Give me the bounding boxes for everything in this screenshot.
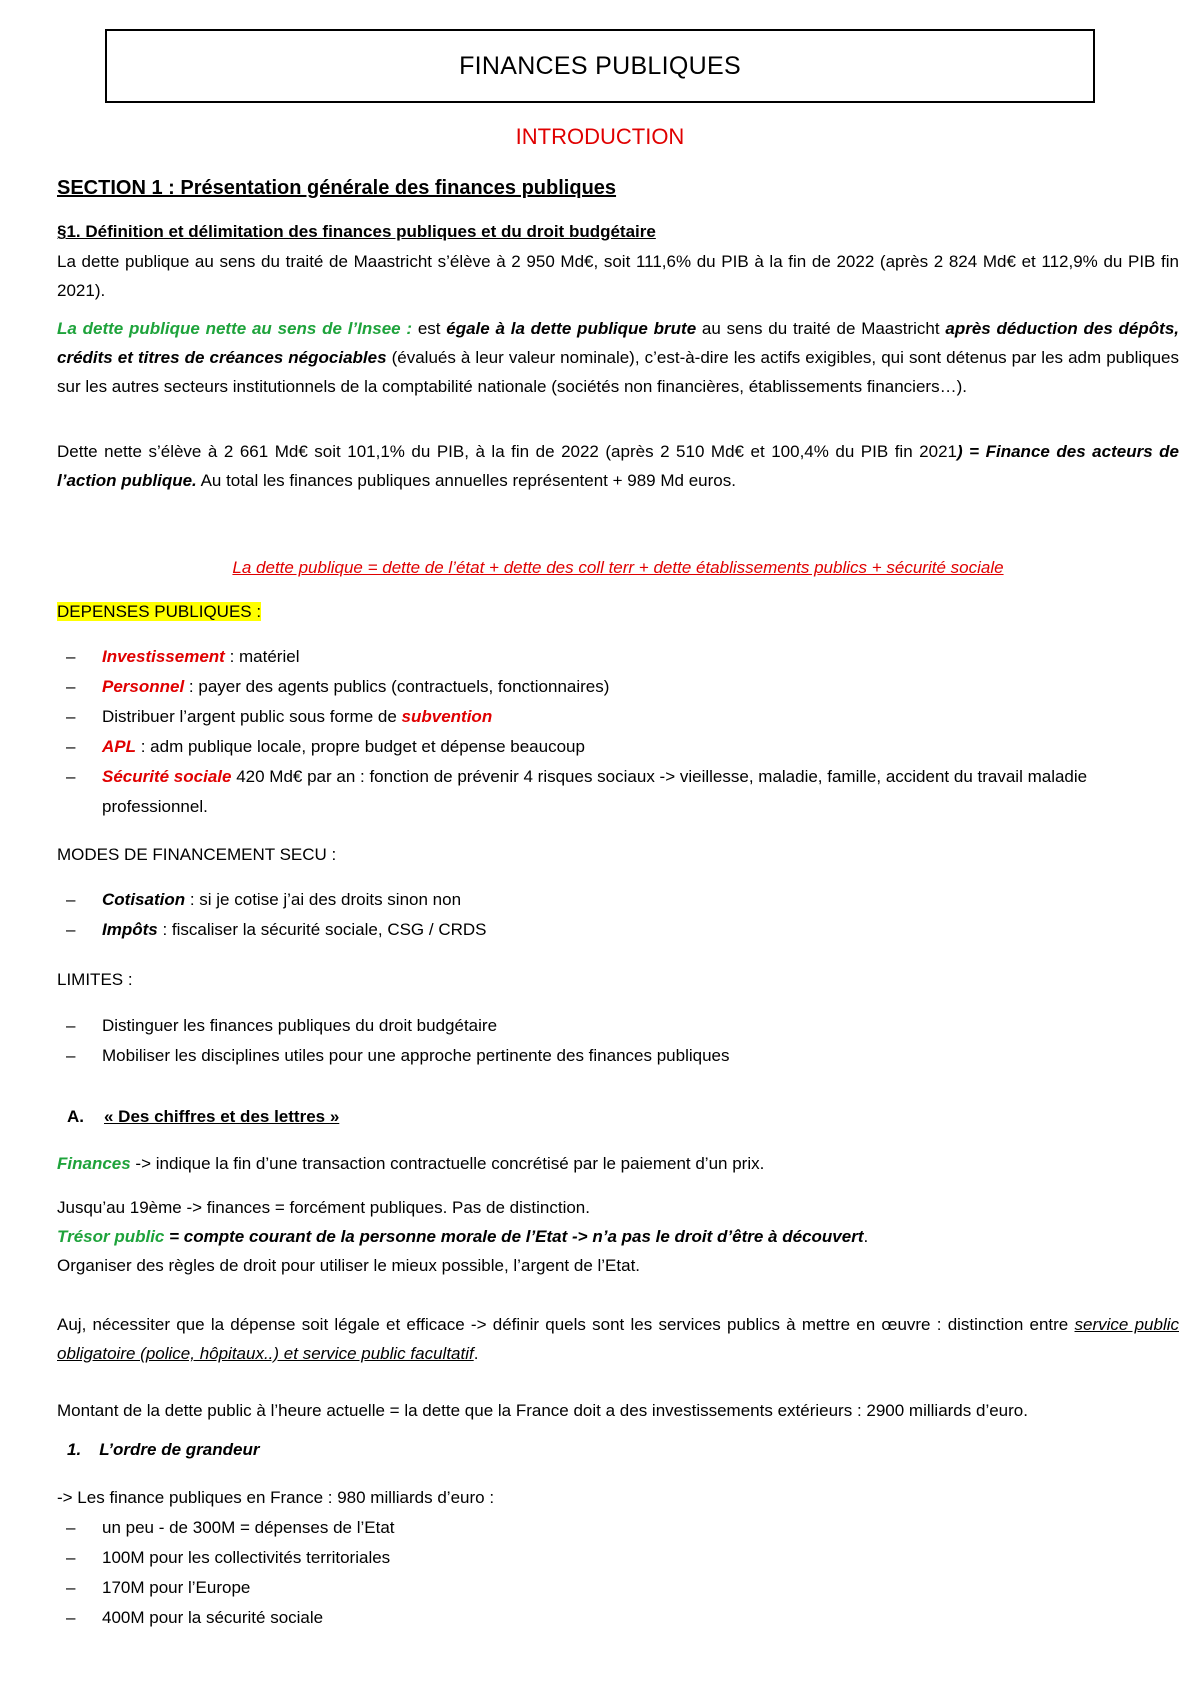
part-a-letter: A. bbox=[67, 1107, 84, 1126]
depenses-list bbox=[57, 642, 1179, 822]
modes-financement-heading: MODES DE FINANCEMENT SECU : bbox=[57, 845, 337, 864]
term-tresor-public: Trésor public bbox=[57, 1227, 165, 1246]
auj-paragraph bbox=[57, 1310, 1179, 1368]
list-item bbox=[57, 1041, 1179, 1071]
document-title: FINANCES PUBLIQUES bbox=[105, 29, 1095, 103]
paragraph-dette-nette bbox=[57, 314, 1179, 401]
list-item bbox=[57, 732, 1179, 762]
emphasis-dette-brute: égale à la dette publique brute bbox=[446, 319, 697, 338]
dash-bullet: – bbox=[66, 767, 76, 786]
ordre-grandeur-heading bbox=[67, 1440, 259, 1460]
montant-dette-line: Montant de la dette public à l’heure actuelle = la dette que la France doit a des investissements extérieurs : 2900 milliards d’euro. bbox=[57, 1401, 1028, 1420]
item-text: Distribuer l’argent public sous forme de bbox=[102, 707, 402, 726]
limites-list bbox=[57, 1011, 1179, 1071]
term-securite-sociale: Sécurité sociale bbox=[102, 767, 232, 786]
service-public-distinction: service public obligatoire (police, hôpitaux..) et service public facultatif bbox=[57, 1315, 1179, 1363]
item-text: 170M pour l’Europe bbox=[102, 1578, 251, 1597]
text-span: Au total les finances publiques annuelles représentent + 989 Md euros. bbox=[196, 471, 736, 490]
term-apl: APL bbox=[102, 737, 136, 756]
list-item bbox=[57, 702, 1179, 732]
dash-bullet: – bbox=[66, 1608, 76, 1627]
item-text: : fiscaliser la sécurité sociale, CSG / CRDS bbox=[157, 920, 487, 939]
item-text: : adm publique locale, propre budget et dépense beaucoup bbox=[136, 737, 585, 756]
list-item bbox=[57, 1543, 1179, 1573]
repartition-list bbox=[57, 1513, 1179, 1633]
organiser-line: Organiser des règles de droit pour utiliser le mieux possible, l’argent de l’Etat. bbox=[57, 1256, 641, 1275]
paragraph-dette-nette-chiffres bbox=[57, 437, 1179, 495]
text-span: au sens du traité de Maastricht bbox=[696, 319, 946, 338]
text-span: . bbox=[863, 1227, 869, 1246]
paragraph-1-heading: §1. Définition et délimitation des finances publiques et du droit budgétaire bbox=[57, 222, 656, 241]
item-text: 400M pour la sécurité sociale bbox=[102, 1608, 324, 1627]
item-text: 100M pour les collectivités territoriales bbox=[102, 1548, 391, 1567]
dash-bullet: – bbox=[66, 647, 76, 666]
text-span: (évalués à leur valeur nominale), c’est-à-dire les actifs exigibles, qui sont détenus par les adm publiques sur les autres secteurs institutionnels de la comptabilité nationale (sociétés non financières, établissements financiers…). bbox=[57, 348, 1179, 396]
term-subvention: subvention bbox=[401, 707, 493, 726]
item-text: Mobiliser les disciplines utiles pour une approche pertinente des finances publiques bbox=[102, 1046, 730, 1065]
tresor-public-line bbox=[57, 1222, 1179, 1251]
text-span: -> indique la fin d’une transaction contractuelle concrétisé par le paiement d’un prix. bbox=[130, 1154, 765, 1173]
section-1-heading: SECTION 1 : Présentation générale des finances publiques bbox=[57, 177, 617, 199]
list-item bbox=[57, 672, 1179, 702]
introduction-heading: INTRODUCTION bbox=[515, 124, 685, 149]
term-impots: Impôts bbox=[102, 920, 158, 939]
paragraph-dette-maastricht: La dette publique au sens du traité de Maastricht s’élève à 2 950 Md€, soit 111,6% du PIB à la fin de 2022 (après 2 824 Md€ et 112,9% du PIB fin 2021). bbox=[57, 252, 1179, 300]
limites-heading: LIMITES : bbox=[57, 970, 133, 989]
list-item bbox=[57, 642, 1179, 672]
term-investissement: Investissement bbox=[102, 647, 225, 666]
list-item bbox=[57, 762, 1179, 822]
item-text: : si je cotise j’ai des droits sinon non bbox=[185, 890, 462, 909]
depenses-heading-line bbox=[57, 597, 1179, 626]
heading-title: L’ordre de grandeur bbox=[99, 1440, 260, 1459]
list-item bbox=[57, 1011, 1179, 1041]
dash-bullet: – bbox=[66, 707, 76, 726]
item-text: Distinguer les finances publiques du droit budgétaire bbox=[102, 1016, 498, 1035]
dash-bullet: – bbox=[66, 677, 76, 696]
dette-publique-formula: La dette publique = dette de l’état + dette des coll terr + dette établissements publics + sécurité sociale bbox=[232, 558, 1004, 577]
text-span: Auj, nécessiter que la dépense soit légale et efficace -> définir quels sont les services publics à mettre en œuvre : distinction entre bbox=[57, 1315, 1075, 1334]
term-cotisation: Cotisation bbox=[102, 890, 186, 909]
list-item bbox=[57, 915, 1179, 945]
text-span: est bbox=[412, 319, 447, 338]
list-item bbox=[57, 1513, 1179, 1543]
dash-bullet: – bbox=[66, 1518, 76, 1537]
term-dette-nette-insee: La dette publique nette au sens de l’Insee : bbox=[57, 319, 413, 338]
item-text: 420 Md€ par an : fonction de prévenir 4 risques sociaux -> vieillesse, maladie, famille, accident du travail maladie professionnel. bbox=[102, 767, 1088, 816]
dash-bullet: – bbox=[66, 920, 76, 939]
finances-definition bbox=[57, 1149, 1179, 1178]
emphasis-apres-deduction: après déduction des dépôts, crédits et titres de créances négociables bbox=[57, 319, 1179, 367]
heading-number: 1. bbox=[67, 1440, 82, 1459]
text-span: . bbox=[473, 1344, 479, 1363]
depenses-publiques-heading: DEPENSES PUBLIQUES : bbox=[57, 602, 262, 621]
text-span: = compte courant de la personne morale de l’Etat -> n’a pas le droit d’être à découvert bbox=[164, 1227, 864, 1246]
dash-bullet: – bbox=[66, 737, 76, 756]
term-personnel: Personnel bbox=[102, 677, 185, 696]
dash-bullet: – bbox=[66, 1046, 76, 1065]
emphasis-finance-acteurs: ) = Finance des acteurs de l’action publique. bbox=[57, 442, 1179, 490]
term-finances: Finances bbox=[57, 1154, 131, 1173]
modes-list bbox=[57, 885, 1179, 945]
text-span: Dette nette s’élève à 2 661 Md€ soit 101,1% du PIB, à la fin de 2022 (après 2 510 Md€ et 100,4% du PIB fin 2021 bbox=[57, 442, 957, 461]
list-item bbox=[57, 885, 1179, 915]
dash-bullet: – bbox=[66, 890, 76, 909]
list-item bbox=[57, 1573, 1179, 1603]
item-text: : payer des agents publics (contractuels, fonctionnaires) bbox=[184, 677, 610, 696]
dash-bullet: – bbox=[66, 1016, 76, 1035]
item-text: un peu - de 300M = dépenses de l’Etat bbox=[102, 1518, 395, 1537]
dash-bullet: – bbox=[66, 1578, 76, 1597]
part-a-heading bbox=[67, 1107, 339, 1127]
list-item bbox=[57, 1603, 1179, 1633]
dash-bullet: – bbox=[66, 1548, 76, 1567]
part-a-title: « Des chiffres et des lettres » bbox=[104, 1107, 340, 1126]
item-text: : matériel bbox=[224, 647, 300, 666]
finances-publiques-france-line: -> Les finance publiques en France : 980 milliards d’euro : bbox=[57, 1488, 495, 1507]
jusqu-19eme-line: Jusqu’au 19ème -> finances = forcément publiques. Pas de distinction. bbox=[57, 1198, 590, 1217]
